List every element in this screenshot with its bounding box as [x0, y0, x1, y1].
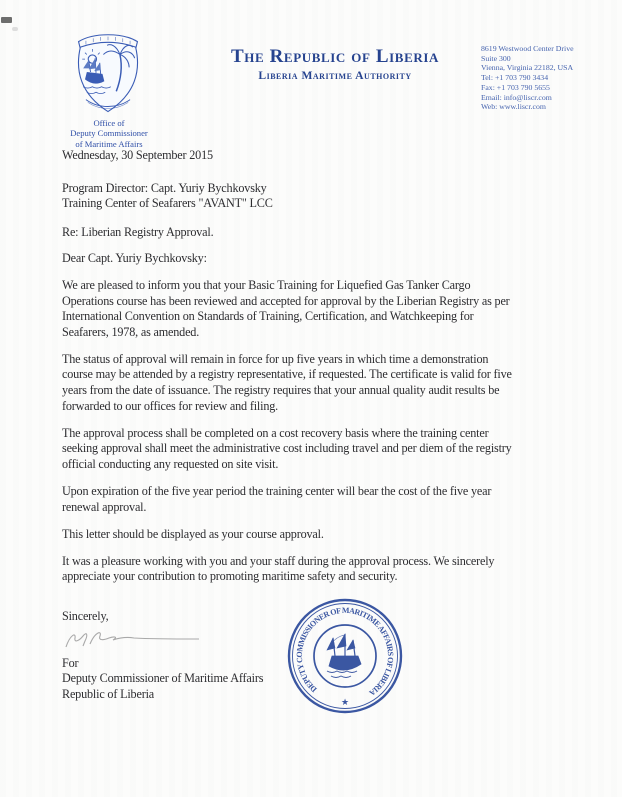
paragraph-thanks: It was a pleasure working with you and your staff during the approval process. We sincerely appreciate your contribution to promoting maritime safety and security.: [62, 553, 495, 584]
closing: Sincerely,: [62, 608, 109, 623]
paragraph-status: The status of approval will remain in force for up five years in which time a demonstration course may be attended by a registry representative, if requested. The certificate is valid for five years from the date of issuance. The registry requires that your annual quality audit results be forwarded to our offices for review and filing.: [62, 351, 512, 413]
maritime-affairs-seal: [285, 590, 405, 722]
office-caption: Office of Deputy Commissioner of Maritime Affairs: [70, 118, 148, 149]
letterhead-address: 8619 Westwood Center Drive Suite 300 Vienna, Virginia 22182, USA Tel: +1 703 790 3434 Fax: +1 703 790 5655 Email: info@liscr.com Web: www.liscr.com: [481, 44, 574, 112]
liberia-crest-logo: [62, 26, 154, 118]
seal-curved-text: DEPUTY COMMISSIONER OF MARITIME AFFAIRS OF LIBERIA: [294, 605, 396, 698]
recipient-block: Program Director: Capt. Yuriy Bychkovsky Training Center of Seafarers "AVANT" LCC: [62, 180, 273, 211]
paragraph-display: This letter should be displayed as your course approval.: [62, 526, 324, 541]
subject-line: Re: Liberian Registry Approval.: [62, 224, 214, 239]
scan-smudge: [1, 17, 12, 23]
salutation: Dear Capt. Yuriy Bychkovsky:: [62, 251, 207, 266]
paragraph-renewal: Upon expiration of the five year period the training center will bear the cost of the five year renewal approval.: [62, 484, 492, 514]
scan-smudge: [12, 27, 18, 31]
letterhead-subtitle: Liberia Maritime Authority: [258, 69, 412, 82]
letter-date: Wednesday, 30 September 2015: [62, 148, 213, 162]
paragraph-cost-recovery: The approval process shall be completed on a cost recovery basis where the training center seeking approval shall meet the administrative cost including travel and per diem of the registry official conducting any requested on site visit.: [62, 425, 512, 471]
paragraph-approval: We are pleased to inform you that your Basic Training for Liquefied Gas Tanker Cargo Operations course has been reviewed and accepted for approval by the Liberian Registry as per International Convention on Standards of Training, Certification, and Watchkeeping for Seafarers, 1978, as amended.: [62, 277, 510, 339]
signature-block: For Deputy Commissioner of Maritime Affairs Republic of Liberia: [62, 655, 264, 701]
letterhead-titles: [178, 46, 492, 83]
letterhead-title: The Republic of Liberia: [231, 46, 439, 67]
seal-star-icon: ★: [340, 697, 350, 707]
